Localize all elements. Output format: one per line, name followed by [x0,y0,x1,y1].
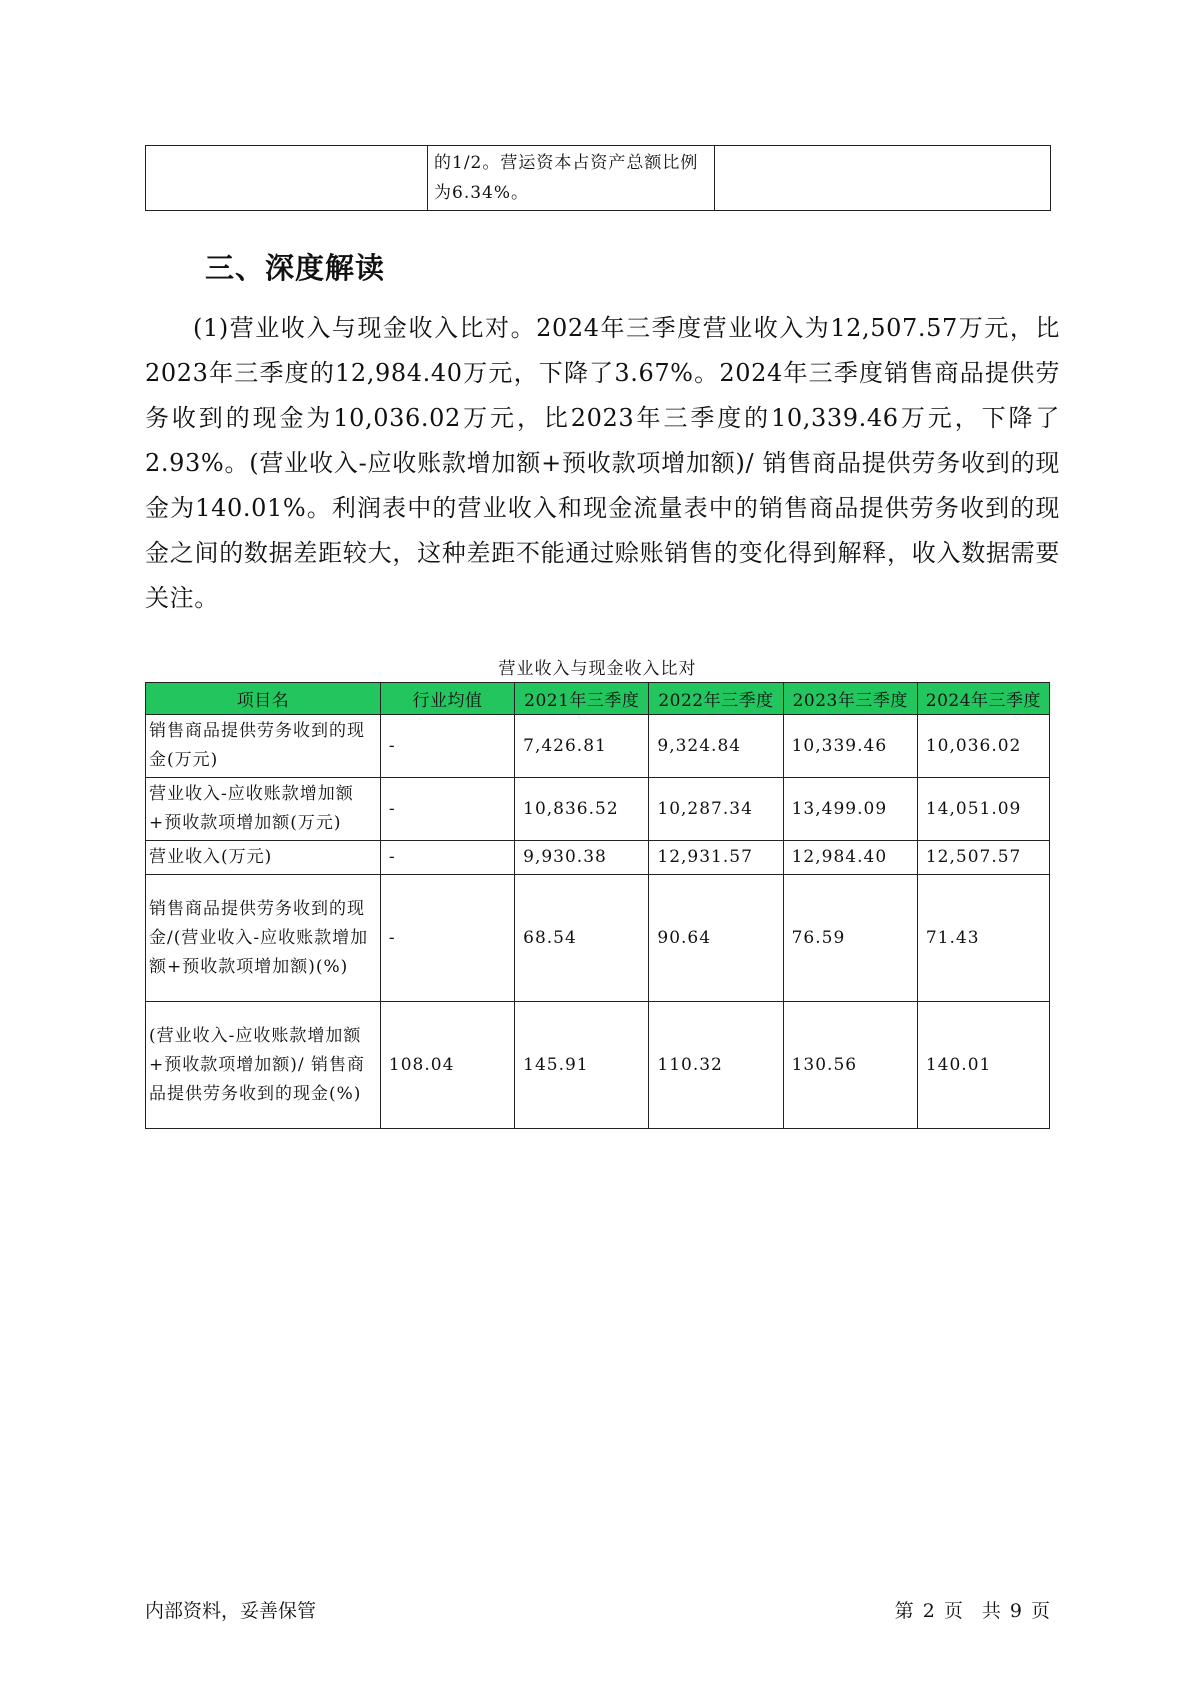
row-label: (营业收入-应收账款增加额+预收款项增加额)/ 销售商品提供劳务收到的现金(%) [146,1002,381,1129]
table-cell: 10,036.02 [917,715,1049,778]
column-header-2022-q3: 2022年三季度 [649,683,783,715]
column-header-2021-q3: 2021年三季度 [515,683,649,715]
footer-confidential-note: 内部资料，妥善保管 [145,1600,317,1622]
table-row [146,146,1051,211]
table-row [146,1002,1050,1129]
column-header-item: 项目名 [146,683,381,715]
table-cell: - [380,715,514,778]
table-row [146,715,1050,778]
table-cell: 76.59 [783,875,917,1002]
row-label: 营业收入-应收账款增加额+预收款项增加额(万元) [146,778,381,841]
previous-table-continuation [145,145,1051,211]
row-label: 营业收入(万元) [146,841,381,875]
table-cell: - [380,875,514,1002]
table-cell: 10,339.46 [783,715,917,778]
footer-page-number: 第 2 页 共 9 页 [894,1600,1050,1622]
table-row [146,875,1050,1002]
table-cell: 71.43 [917,875,1049,1002]
column-header-2024-q3: 2024年三季度 [917,683,1049,715]
column-header-2023-q3: 2023年三季度 [783,683,917,715]
analysis-paragraph: (1)营业收入与现金收入比对。2024年三季度营业收入为12,507.57万元，比2023年三季度的12,984.40万元，下降了3.67%。2024年三季度销售商品提供劳务收到的现金为10,036.02万元，比2023年三季度的10,339.46万元，下降了2.93%。(营业收入-应收账款增加额+预收款项增加额)/ 销售商品提供劳务收到的现金为140.01%。利润表中的营业收入和现金流量表中的销售商品提供劳务收到的现金之间的数据差距较大，这种差距不能通过赊账销售的变化得到解释，收入数据需要关注。 [145,314,1060,612]
table-cell: 110.32 [649,1002,783,1129]
table-caption: 营业收入与现金收入比对 [498,659,697,679]
table-cell: 13,499.09 [783,778,917,841]
table-header-row [146,683,1050,715]
table-cell: 12,507.57 [917,841,1049,875]
table-cell: 9,324.84 [649,715,783,778]
column-header-industry-avg: 行业均值 [380,683,514,715]
table-cell: 140.01 [917,1002,1049,1129]
row-label: 销售商品提供劳务收到的现金(万元) [146,715,381,778]
table-cell: 68.54 [515,875,649,1002]
table-cell: 10,287.34 [649,778,783,841]
table-cell: 145.91 [515,1002,649,1129]
table-cell: 12,984.40 [783,841,917,875]
row-label: 销售商品提供劳务收到的现金/(营业收入-应收账款增加额+预收款项增加额)(%) [146,875,381,1002]
table-cell: 130.56 [783,1002,917,1129]
table-cell: 108.04 [380,1002,514,1129]
section-heading: 三、深度解读 [205,251,386,285]
table-cell: 7,426.81 [515,715,649,778]
table-cell-empty [146,146,428,211]
table-cell: - [380,841,514,875]
table-cell: 9,930.38 [515,841,649,875]
table-cell-text: 的1/2。营运资本占资产总额比例为6.34%。 [428,146,715,211]
revenue-cash-comparison-table [145,682,1050,1129]
table-cell: 90.64 [649,875,783,1002]
table-cell: 12,931.57 [649,841,783,875]
table-cell: - [380,778,514,841]
table-cell: 14,051.09 [917,778,1049,841]
table-cell-empty [715,146,1051,211]
table-row [146,841,1050,875]
table-row [146,778,1050,841]
table-cell: 10,836.52 [515,778,649,841]
